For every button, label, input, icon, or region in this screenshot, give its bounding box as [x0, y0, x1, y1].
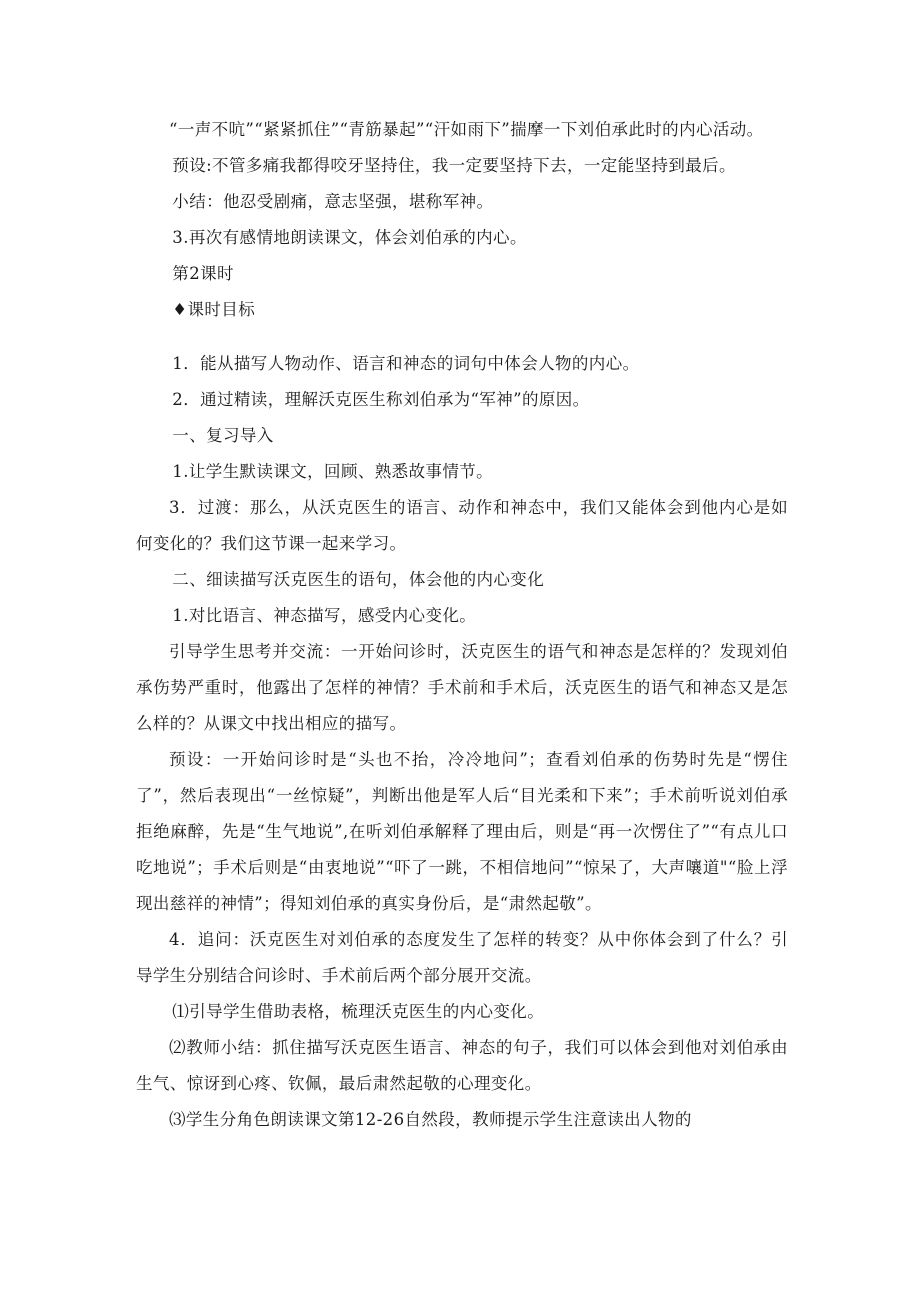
- document-body: [136, 112, 788, 1138]
- lesson-objectives-heading: ♦课时目标: [172, 300, 256, 319]
- paragraph-summary: 小结：他忍受剧痛，意志坚强，堪称军神。: [172, 192, 494, 211]
- paragraph-step-4-followup: 4．追问：沃克医生对刘伯承的态度发生了怎样的转变？从中你体会到了什么？引导学生分别结合问诊时、手术前后两个部分展开交流。: [136, 930, 788, 985]
- paragraph-preset-1: 预设:不管多痛我都得咬牙坚持住，我一定要坚持下去，一定能坚持到最后。: [172, 156, 736, 175]
- paragraph-guide-discussion: 引导学生思考并交流：一开始问诊时，沃克医生的语气和神态是怎样的？发现刘伯承伤势严重时，他露出了怎样的神情？手术前和手术后，沃克医生的语气和神态又是怎么样的？从课文中找出相应的描写。: [136, 642, 788, 733]
- lesson-2-heading: 第2课时: [172, 264, 234, 283]
- substep-1-table: ⑴引导学生借助表格，梳理沃克医生的内心变化。: [172, 1002, 545, 1021]
- paragraph-step-3-read: 3.再次有感情地朗读课文，体会刘伯承的内心。: [172, 228, 527, 247]
- objective-2: 2．通过精读，理解沃克医生称刘伯承为“军神”的原因。: [172, 390, 590, 409]
- objective-1: 1．能从描写人物动作、语言和神态的词句中体会人物的内心。: [172, 354, 640, 373]
- close-reading-step-1: 1.对比语言、神态描写，感受内心变化。: [172, 606, 477, 625]
- paragraph-preset-2: 预设：一开始问诊时是“头也不抬，冷冷地问”；查看刘伯承的伤势时先是“愣住了”，然后表现出“一丝惊疑”，判断出他是军人后“目光柔和下来”；手术前听说刘伯承拒绝麻醉，先是“生气地说”,在听刘伯承解释了理由后，则是“再一次愣住了”“有点儿口吃地说”；手术后则是“由衷地说”“吓了一跳，不相信地问”“惊呆了，大声嚷道"“脸上浮现出慈祥的神情”；得知刘伯承的真实身份后，是“肃然起敬”。: [136, 750, 788, 913]
- section-close-reading-heading: 二、细读描写沃克医生的语句，体会他的内心变化: [172, 570, 545, 589]
- paragraph-describe-verbs: “一声不吭”“紧紧抓住”“青筋暴起”“汗如雨下”揣摩一下刘伯承此时的内心活动。: [169, 120, 764, 139]
- substep-3-role-reading: ⑶学生分角色朗读课文第12-26自然段，教师提示学生注意读出人物的: [169, 1110, 692, 1129]
- substep-2-teacher-summary: ⑵教师小结：抓住描写沃克医生语言、神态的句子，我们可以体会到他对刘伯承由生气、惊讶到心疼、钦佩，最后肃然起敬的心理变化。: [136, 1038, 788, 1093]
- review-step-1: 1.让学生默读课文，回顾、熟悉故事情节。: [172, 462, 494, 481]
- review-step-3-transition: 3．过渡：那么，从沃克医生的语言、动作和神态中，我们又能体会到他内心是如何变化的？我们这节课一起来学习。: [136, 498, 788, 553]
- section-review-heading: 一、复习导入: [172, 426, 274, 445]
- section-gap: [136, 328, 788, 346]
